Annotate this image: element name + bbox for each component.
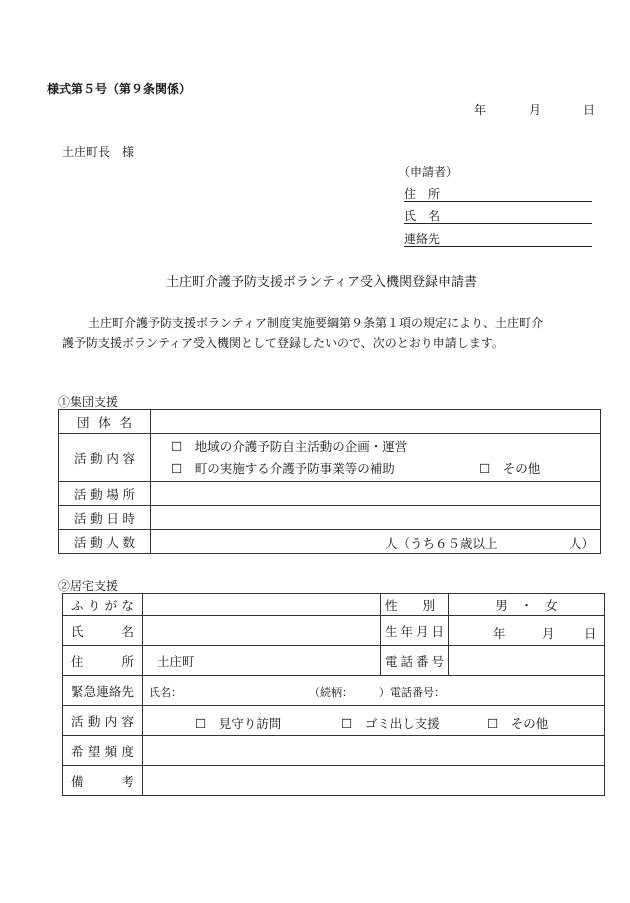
phone-label: 電話番号 [381, 646, 449, 676]
group-option-2[interactable]: ☐ 町の実施する介護予防事業等の補助 [171, 460, 395, 476]
home-activity-cell [143, 706, 605, 736]
date-year: 年 [474, 103, 487, 117]
emergency-label: 緊急連絡先 [63, 676, 143, 706]
org-name-label: 団体名 [59, 410, 151, 434]
sex-options[interactable]: 男 ・ 女 [449, 594, 605, 616]
page-title: 土庄町介護予防支援ボランティア受入機関登録申請書 [166, 275, 477, 290]
birth-year: 年 [493, 626, 506, 641]
furigana-cell[interactable] [143, 594, 381, 616]
place-label: 活動場所 [59, 482, 151, 506]
group-activity-options [151, 434, 601, 482]
count-text: 人（うち６５歳以上 [385, 536, 498, 551]
place-cell[interactable] [151, 482, 601, 506]
applicant-contact-label: 連絡先 [404, 232, 441, 246]
count-cell[interactable] [151, 530, 601, 554]
emergency-cell[interactable] [143, 676, 605, 706]
applicant-contact-field[interactable] [404, 230, 592, 247]
emergency-name: 氏名： [149, 686, 182, 699]
addressee: 土庄町長 様 [62, 145, 135, 159]
home-address-label: 住所 [63, 646, 143, 676]
emergency-phone: ）電話番号： [379, 686, 445, 699]
applicant-address-label: 住 所 [404, 187, 441, 201]
group-support-table [58, 409, 601, 554]
sex-label: 性 別 [381, 594, 449, 616]
birth-month: 月 [542, 626, 555, 641]
home-option-1[interactable]: ☐ 見守り訪問 [195, 716, 282, 731]
date-month: 月 [529, 103, 542, 117]
home-support-table [62, 593, 605, 796]
group-option-1[interactable]: ☐ 地域の介護予防自主活動の企画・運営 [171, 438, 408, 454]
phone-cell[interactable] [449, 646, 605, 676]
count-suffix: 人） [569, 536, 595, 551]
frequency-cell[interactable] [143, 736, 605, 766]
remarks-label: 備考 [63, 766, 143, 796]
home-option-2[interactable]: ☐ ゴミ出し支援 [341, 716, 440, 731]
home-heading: ②居宅支援 [58, 579, 119, 593]
frequency-label: 希望頻度 [63, 736, 143, 766]
form-number: 様式第５号（第９条関係） [47, 82, 192, 96]
birth-day: 日 [584, 626, 597, 641]
group-activity-label: 活動内容 [59, 434, 151, 482]
remarks-cell[interactable] [143, 766, 605, 796]
count-label: 活動人数 [59, 530, 151, 554]
birth-label: 生年月日 [381, 616, 449, 646]
applicant-heading: （申請者） [398, 165, 459, 179]
group-heading: ①集団支援 [58, 395, 119, 409]
applicant-name-field[interactable] [404, 207, 592, 224]
org-name-cell[interactable] [151, 410, 601, 434]
datetime-label: 活動日時 [59, 506, 151, 530]
applicant-address-field[interactable] [404, 185, 592, 202]
datetime-cell[interactable] [151, 506, 601, 530]
body-line-2: 護予防支援ボランティア受入機関として登録したいので、次のとおり申請します。 [62, 336, 504, 350]
furigana-label: ふりがな [63, 594, 143, 616]
home-name-cell[interactable] [143, 616, 381, 646]
home-activity-label: 活動内容 [63, 706, 143, 736]
birth-cell[interactable] [449, 616, 605, 646]
emergency-relation: （続柄： [309, 686, 353, 699]
home-name-label: 氏名 [63, 616, 143, 646]
group-option-3[interactable]: ☐ その他 [479, 460, 541, 476]
applicant-name-label: 氏 名 [404, 209, 441, 223]
date-day: 日 [583, 103, 596, 117]
home-address-cell[interactable]: 土庄町 [143, 646, 381, 676]
body-line-1: 土庄町介護予防支援ボランティア制度実施要綱第９条第１項の規定により、土庄町介 [88, 316, 544, 330]
home-option-3[interactable]: ☐ その他 [487, 716, 549, 731]
